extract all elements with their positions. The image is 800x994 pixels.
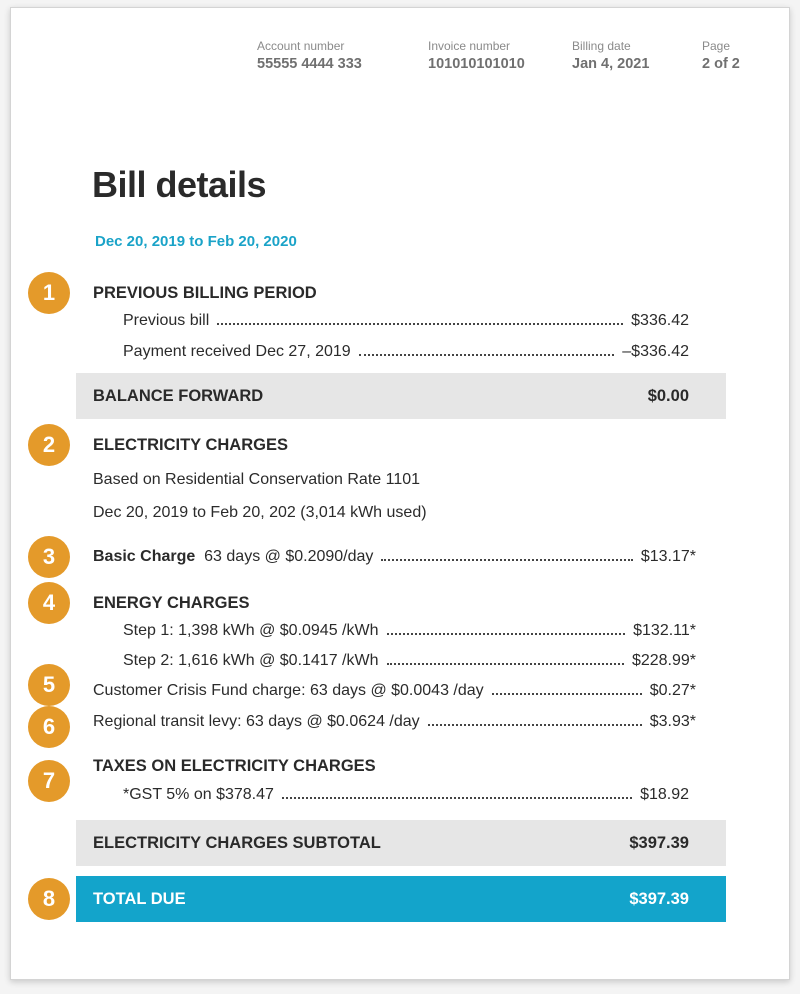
balance-forward-row	[76, 373, 726, 419]
energy-charges-heading: ENERGY CHARGES	[93, 594, 250, 612]
energy-step1-row	[123, 622, 696, 640]
dot-leader	[381, 558, 632, 561]
previous-bill-row	[123, 312, 689, 330]
badge-5: 5	[28, 664, 70, 706]
balance-forward-label: BALANCE FORWARD	[93, 386, 264, 405]
previous-billing-heading: PREVIOUS BILLING PERIOD	[93, 284, 317, 302]
basic-charge-amount: $13.17*	[640, 548, 696, 565]
billing-date-value: Jan 4, 2021	[572, 56, 650, 72]
invoice-number-value: 101010101010	[428, 56, 525, 72]
account-number-label: Account number	[257, 39, 345, 53]
crisis-fund-label: Customer Crisis Fund charge: 63 days @ $0.0043 /day	[93, 682, 484, 699]
energy-step1-label: Step 1: 1,398 kWh @ $0.0945 /kWh	[123, 622, 379, 639]
rate-text: Based on Residential Conservation Rate 1101	[93, 471, 421, 488]
balance-forward-amount: $0.00	[647, 386, 689, 405]
subtotal-label: ELECTRICITY CHARGES SUBTOTAL	[93, 833, 381, 852]
billing-period: Dec 20, 2019 to Feb 20, 2020	[95, 233, 297, 250]
payment-received-amount: –$336.42	[622, 343, 689, 360]
transit-levy-amount: $3.93*	[649, 713, 696, 730]
dot-leader	[359, 353, 615, 356]
badge-8: 8	[28, 878, 70, 920]
previous-bill-label: Previous bill	[123, 312, 210, 329]
badge-1: 1	[28, 272, 70, 314]
account-number-value: 55555 4444 333	[257, 56, 362, 72]
dot-leader	[492, 692, 642, 695]
energy-step2-amount: $228.99*	[631, 652, 696, 669]
basic-charge-detail: 63 days @ $0.2090/day	[204, 548, 374, 565]
usage-text: Dec 20, 2019 to Feb 20, 202 (3,014 kWh used)	[93, 504, 427, 521]
account-number	[257, 39, 362, 71]
badge-3: 3	[28, 536, 70, 578]
total-due-label: TOTAL DUE	[93, 889, 186, 908]
subtotal-row	[76, 820, 726, 866]
payment-received-row	[123, 343, 689, 361]
page-number	[702, 39, 740, 71]
dot-leader	[428, 723, 642, 726]
badge-2: 2	[28, 424, 70, 466]
transit-levy-label: Regional transit levy: 63 days @ $0.0624 /day	[93, 713, 420, 730]
transit-levy-row	[93, 713, 696, 731]
dot-leader	[282, 796, 632, 799]
taxes-heading: TAXES ON ELECTRICITY CHARGES	[93, 757, 376, 775]
badge-7: 7	[28, 760, 70, 802]
total-due-amount: $397.39	[629, 889, 689, 908]
page-number-label: Page	[702, 39, 731, 53]
energy-step2-row	[123, 652, 696, 670]
payment-received-label: Payment received Dec 27, 2019	[123, 343, 351, 360]
page-title: Bill details	[92, 164, 267, 205]
dot-leader	[387, 662, 624, 665]
page-number-value: 2 of 2	[702, 56, 740, 72]
subtotal-amount: $397.39	[629, 833, 689, 852]
electricity-charges-heading: ELECTRICITY CHARGES	[93, 436, 288, 454]
billing-date	[572, 39, 649, 71]
crisis-fund-amount: $0.27*	[649, 682, 696, 699]
badge-6: 6	[28, 706, 70, 748]
energy-step2-label: Step 2: 1,616 kWh @ $0.1417 /kWh	[123, 652, 379, 669]
invoice-number-label: Invoice number	[428, 39, 511, 53]
energy-step1-amount: $132.11*	[633, 622, 696, 639]
gst-row	[123, 786, 689, 804]
basic-charge-row	[93, 548, 696, 566]
invoice-number	[428, 39, 525, 71]
basic-charge-name: Basic Charge	[93, 548, 196, 565]
badge-4: 4	[28, 582, 70, 624]
crisis-fund-row	[93, 682, 696, 700]
dot-leader	[387, 632, 626, 635]
gst-label: *GST 5% on $378.47	[123, 786, 274, 803]
total-due-row	[76, 876, 726, 922]
dot-leader	[217, 322, 623, 325]
previous-bill-amount: $336.42	[631, 312, 689, 329]
gst-amount: $18.92	[640, 786, 689, 803]
billing-date-label: Billing date	[572, 39, 631, 53]
